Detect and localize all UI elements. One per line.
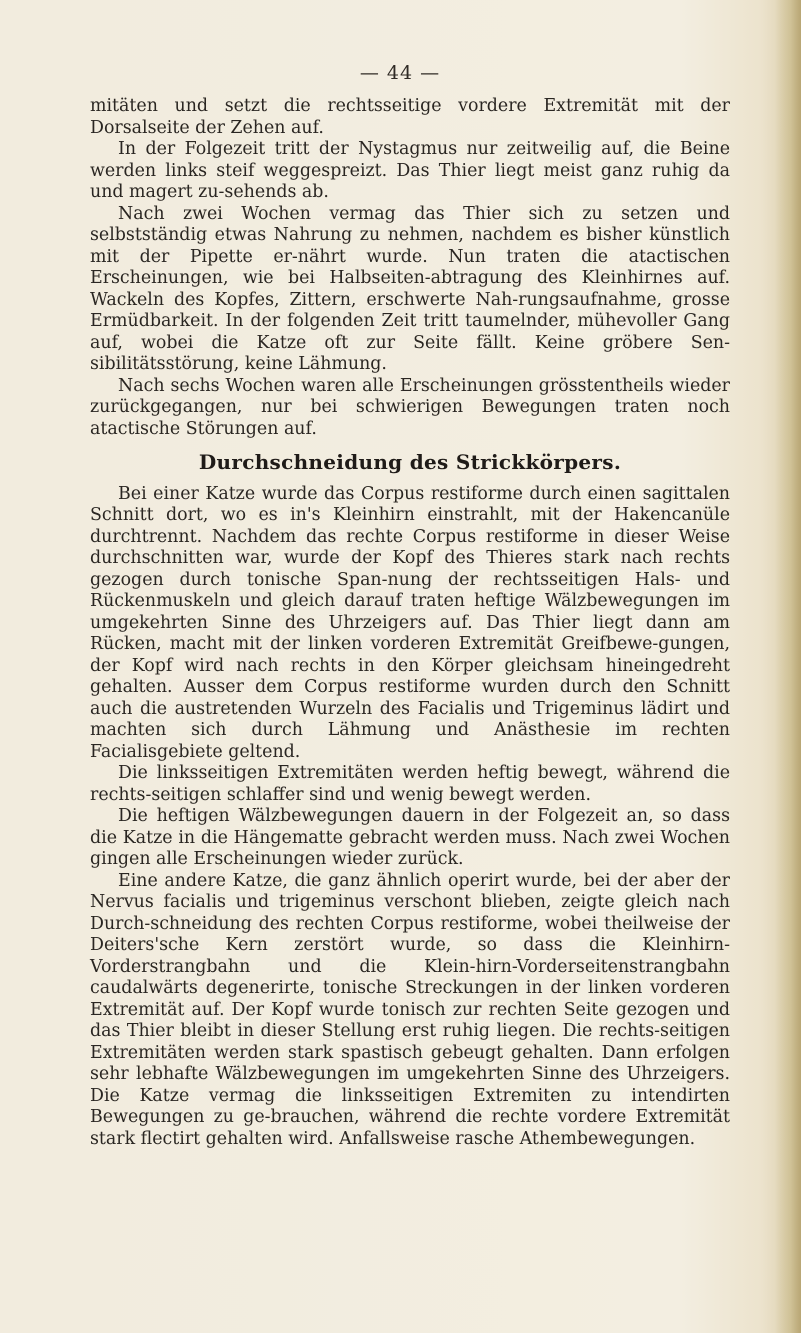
paragraph: Nach sechs Wochen waren alle Erscheinungen grösstentheils wieder zurückgegangen, nur bei schwierigen Bewegungen traten noch atactische Störungen auf. bbox=[90, 375, 730, 439]
paragraph-continuation: mitäten und setzt die rechtsseitige vordere Extremität mit der Dorsalseite der Zehen auf. bbox=[90, 96, 730, 138]
paragraph: Die linksseitigen Extremitäten werden heftig bewegt, während die rechts-seitigen schlaffer sind und wenig bewegt werden. bbox=[90, 763, 730, 805]
body-text bbox=[90, 96, 730, 1150]
paragraph: Eine andere Katze, die ganz ähnlich operirt wurde, bei der aber der Nervus facialis und trigeminus verschont blieben, zeigte gleich nach Durch-schneidung des rechten Corpus restiforme, wobei theilweise der Deiters'sche Kern zerstört wurde, so dass die Kleinhirn-Vorderstrangbahn und die Klein-hirn-Vorderseitenstrangbahn caudalwärts degenerirte, tonische Streckungen in der linken vorderen Extremität auf. Der Kopf wurde tonisch zur rechten Seite gezogen und das Thier bleibt in dieser Stellung erst ruhig liegen. Die rechts-seitigen Extremitäten werden stark spastisch gebeugt gehalten. Dann erfolgen sehr lebhafte Wälzbewegungen im umgekehrten Sinne des Uhrzeigers. Die Katze vermag die linksseitigen Extremiten zu intendirten Bewegungen zu ge-brauchen, während die rechte vordere Extremität stark flectirt gehalten wird. Anfallsweise rasche Athembewegungen. bbox=[90, 870, 730, 1149]
page-number: — 44 — bbox=[359, 62, 441, 84]
paragraph: Die heftigen Wälzbewegungen dauern in der Folgezeit an, so dass die Katze in die Hängematte gebracht werden muss. Nach zwei Wochen gingen alle Erscheinungen wieder zurück. bbox=[90, 806, 730, 869]
paragraph: In der Folgezeit tritt der Nystagmus nur zeitweilig auf, die Beine werden links steif weggespreizt. Das Thier liegt meist ganz ruhig da und magert zu-sehends ab. bbox=[90, 139, 730, 202]
paragraph: Bei einer Katze wurde das Corpus restiforme durch einen sagittalen Schnitt dort, wo es in's Kleinhirn einstrahlt, mit der Hakencanüle durchtrennt. Nachdem das rechte Corpus restiforme in dieser Weise durchschnitten war, wurde der Kopf des Thieres stark nach rechts gezogen durch tonische Span-nung der rechtsseitigen Hals- und Rückenmuskeln und gleich darauf traten heftige Wälzbewegungen im umgekehrten Sinne des Uhrzeigers auf. Das Thier liegt dann am Rücken, macht mit der linken vorderen Extremität Greifbewe-gungen, der Kopf wird nach rechts in den Körper gleichsam hineingedreht gehalten. Ausser dem Corpus restiforme wurden durch den Schnitt auch die austretenden Wurzeln des Facialis und Trigeminus lädirt und machten sich durch Lähmung und Anästhesie im rechten Facialisgebiete geltend. bbox=[90, 483, 730, 762]
section-heading: Durchschneidung des Strickkörpers. bbox=[198, 450, 622, 474]
page-edge-shadow bbox=[775, 0, 801, 1333]
paragraph: Nach zwei Wochen vermag das Thier sich zu setzen und selbstständig etwas Nahrung zu nehmen, nachdem es bisher künstlich mit der Pipette er-nährt wurde. Nun traten die atactischen Erscheinungen, wie bei Halbseiten-abtragung des Kleinhirnes auf. Wackeln des Kopfes, Zittern, erschwerte Nah-rungsaufnahme, grosse Ermüdbarkeit. In der folgenden Zeit tritt taumelnder, mühevoller Gang auf, wobei die Katze oft zur Seite fällt. Keine gröbere Sen-sibilitätsstörung, keine Lähmung. bbox=[90, 203, 730, 374]
